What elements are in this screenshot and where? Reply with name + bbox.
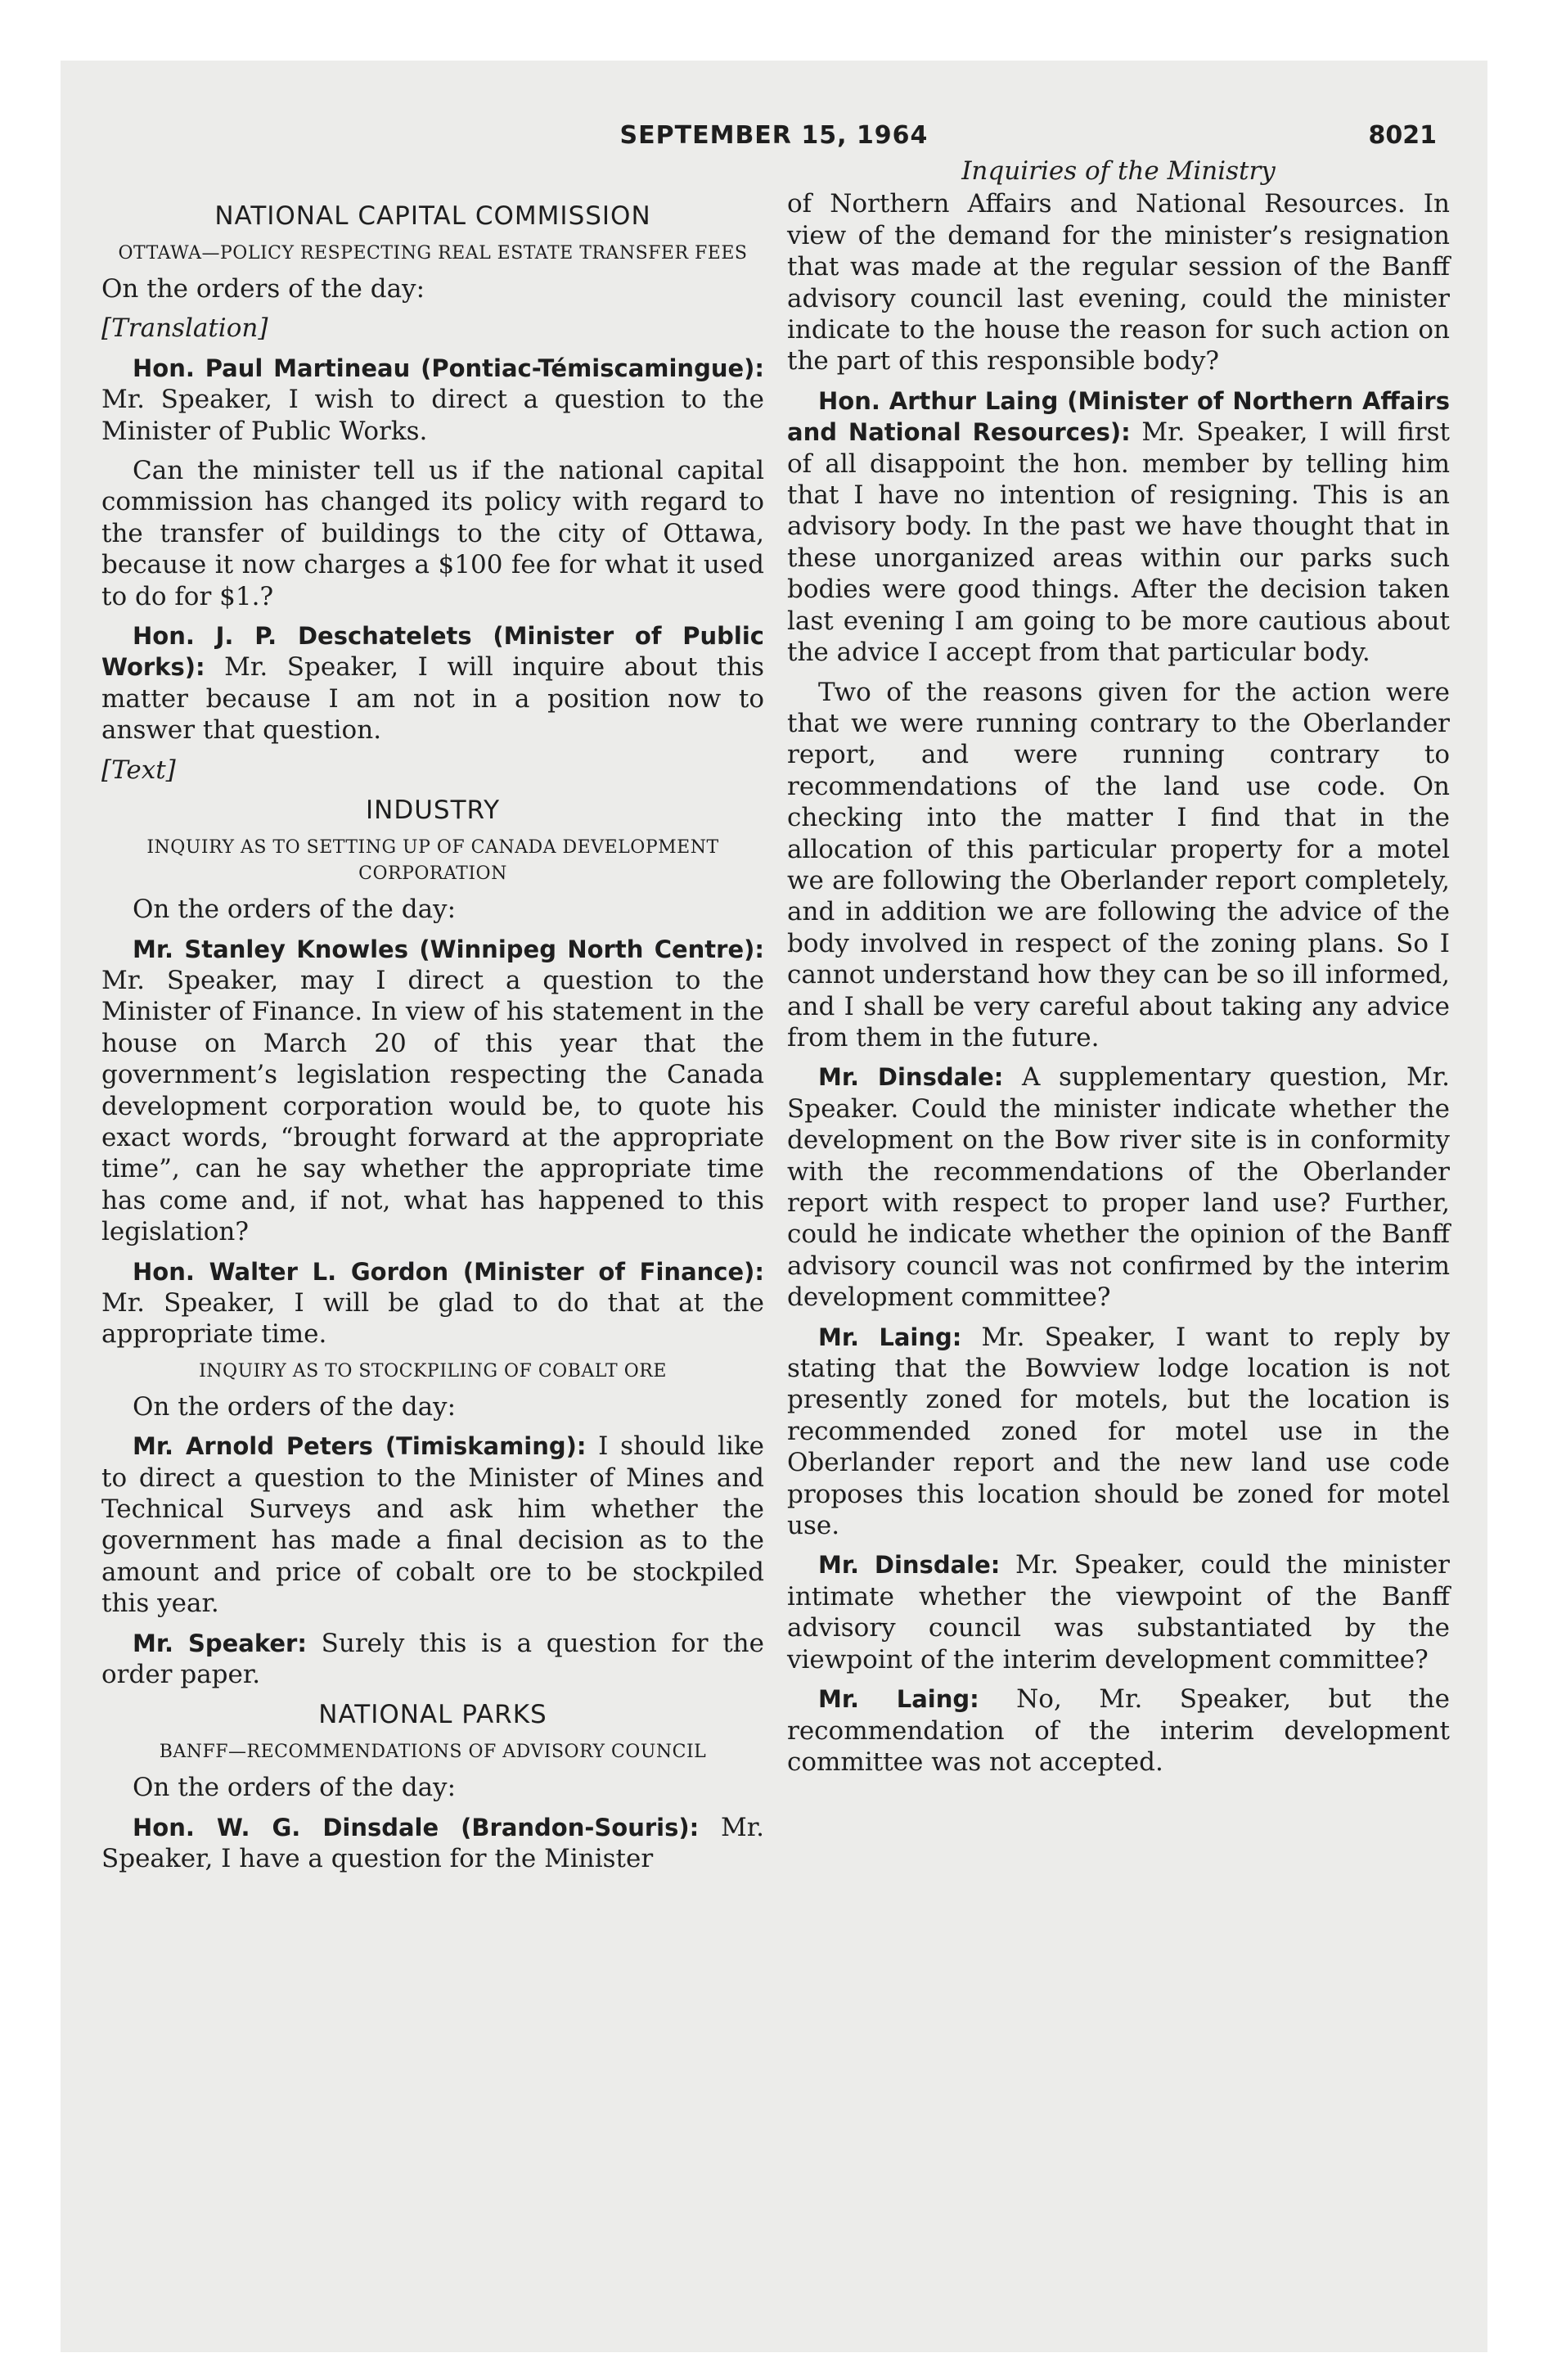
speaker-name: Mr. Arnold Peters (Timiskaming): (133, 1432, 587, 1461)
orders-of-day: On the orders of the day: (101, 274, 425, 304)
speech-text: Mr. Speaker, I wish to direct a question to the Minister of Public Works. (101, 385, 764, 446)
speech-text: Mr. Speaker, I will first of all disappoint the hon. member by telling him that I have no intention of resigning. This is an advisory body. In the past we have thought that in these unorganized areas within our parks such bodies were good things. After the decision taken last evening I am going to be more cautious about the advice I accept from that particular body. (787, 417, 1450, 668)
speaker-name: Hon. J. P. Deschatelets (Minister of Public Works): (101, 622, 764, 682)
running-title: Inquiries of the Ministry (961, 156, 1276, 186)
speech-martineau-continued: Can the minister tell us if the national capital commission has changed its policy with regard to the transfer of buildings to the city of Ottawa, because it now charges a $100 fee for what it used to do for $1.? (101, 456, 764, 611)
speaker-name: Mr. Dinsdale: (818, 1551, 1001, 1580)
speaker-name: Mr. Stanley Knowles (Winnipeg North Centre): (133, 935, 764, 963)
speaker-name: Hon. Walter L. Gordon (Minister of Finance): (133, 1257, 764, 1286)
speaker-name: Hon. W. G. Dinsdale (Brandon-Souris): (133, 1813, 700, 1841)
orders-of-day: On the orders of the day: (133, 1773, 457, 1803)
speech-deschatelets (101, 620, 764, 746)
speech-laing (787, 385, 1450, 669)
section-heading-national-parks: NATIONAL PARKS (318, 1700, 547, 1730)
speech-knowles (101, 934, 764, 1248)
speech-dinsdale-continued: of Northern Affairs and National Resources. In view of the demand for the minister’s resignation that was made at the regular session of the Banff advisory council last evening, could the minister indicate to the house the reason for such action on the part of this responsible body? (787, 189, 1450, 376)
speaker-name: Mr. Laing: (818, 1323, 962, 1351)
section-heading-industry: INDUSTRY (366, 796, 500, 826)
speech-text: Mr. Speaker, may I direct a question to the Minister of Finance. In view of his statement in the house on March 20 of this year that the government’s legislation respecting the Canada development corporation would be, to quote his exact words, “brought forward at the appropriate time”, can he say whether the appropriate time has come and, if not, what has happened to this legislation? (101, 965, 764, 1247)
speech-text: Mr. Speaker, I will inquire about this matter because I am not in a position now to answer that question. (101, 652, 764, 746)
speaker-name: Mr. Dinsdale: (818, 1063, 1004, 1092)
speech-text: I should like to direct a question to the Minister of Mines and Technical Surveys and ask him whether the government has made a final decision as to the amount and price of cobalt ore to be stockpiled this year. (101, 1431, 764, 1619)
speech-peters (101, 1431, 764, 1619)
text-marker: [Text] (101, 755, 176, 785)
subheading-cobalt-ore: INQUIRY AS TO STOCKPILING OF COBALT ORE (199, 1360, 667, 1382)
speech-text: Mr. Speaker, I want to reply by stating that the Bowview lodge location is not presently zoned for motels, but the location is recommended zoned for motel use in the Oberlander report and the new land use code proposes this location should be zoned for motel use. (787, 1322, 1450, 1541)
section-heading-national-capital-commission: NATIONAL CAPITAL COMMISSION (214, 201, 651, 231)
speech-text: A supplementary question, Mr. Speaker. Could the minister indicate whether the development on the Bow river site is in conformity with the recommendations of the Oberlander report with respect to proper land use? Further, could he indicate whether the opinion of the Banff advisory council was not confirmed by the interim development committee? (787, 1062, 1450, 1313)
speech-laing-3 (787, 1684, 1450, 1778)
speech-dinsdale (101, 1812, 764, 1875)
speech-speaker (101, 1628, 764, 1691)
speech-text: No, Mr. Speaker, but the recommendation of the interim development committee was not accepted. (787, 1684, 1450, 1777)
speech-dinsdale-2 (787, 1062, 1450, 1313)
subheading-development-corporation: INQUIRY AS TO SETTING UP OF CANADA DEVELOPMENT CORPORATION (146, 837, 719, 885)
page-date: SEPTEMBER 15, 1964 (619, 121, 929, 150)
orders-of-day: On the orders of the day: (133, 895, 457, 925)
right-column (787, 156, 1450, 1786)
speech-gordon (101, 1256, 764, 1350)
speaker-name: Mr. Speaker: (133, 1629, 307, 1657)
subheading-ottawa-fees: OTTAWA—POLICY RESPECTING REAL ESTATE TRANSFER FEES (118, 243, 748, 264)
speech-text: Mr. Speaker, I will be glad to do that at the appropriate time. (101, 1287, 764, 1350)
speaker-name: Hon. Arthur Laing (Minister of Northern Affairs and National Resources): (787, 386, 1450, 447)
orders-of-day: On the orders of the day: (133, 1391, 457, 1422)
speech-text: Mr. Speaker, I have a question for the Minister (101, 1812, 764, 1874)
subheading-banff: BANFF—RECOMMENDATIONS OF ADVISORY COUNCIL (159, 1742, 707, 1763)
speech-dinsdale-3 (787, 1549, 1450, 1675)
left-column (101, 200, 764, 1883)
speech-laing-2 (787, 1322, 1450, 1542)
translation-marker: [Translation] (101, 313, 268, 344)
speech-text: Surely this is a question for the order paper. (101, 1628, 764, 1690)
speech-laing-continued: Two of the reasons given for the action were that we were running contrary to the Oberlander report, and were running contrary to recommendations of the land use code. On checking into the matter I find that in the allocation of this particular property for a motel we are following the Oberlander report completely, and in addition we are following the advice of the body involved in respect of the zoning plans. So I cannot understand how they can be so ill informed, and I shall be very careful about taking any advice from them in the future. (787, 677, 1450, 1053)
speech-text: Mr. Speaker, could the minister intimate whether the viewpoint of the Banff advisory council was substantiated by the viewpoint of the interim development committee? (787, 1550, 1450, 1675)
page-number: 8021 (1368, 121, 1437, 150)
speaker-name: Hon. Paul Martineau (Pontiac-Témiscamingue): (133, 354, 764, 382)
speech-martineau (101, 353, 764, 447)
speaker-name: Mr. Laing: (818, 1685, 979, 1714)
